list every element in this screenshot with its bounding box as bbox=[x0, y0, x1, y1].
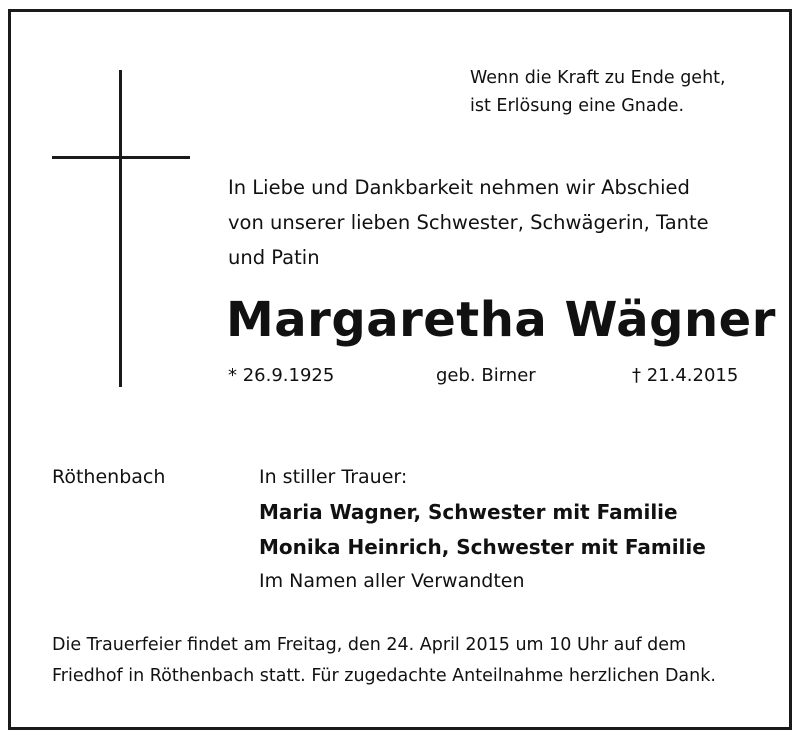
mourner-name: Maria Wagner, Schwester mit Familie bbox=[259, 500, 678, 524]
funeral-line: Friedhof in Röthenbach statt. Für zugedachte Anteilnahme herzlichen Dank. bbox=[52, 666, 716, 686]
intro-line: von unserer lieben Schwester, Schwägerin, Tante bbox=[228, 211, 709, 234]
deceased-name: Margaretha Wägner bbox=[226, 292, 776, 348]
cross-icon-vertical bbox=[119, 70, 122, 387]
funeral-info bbox=[52, 630, 716, 692]
intro-text bbox=[228, 170, 709, 275]
death-date: † 21.4.2015 bbox=[632, 365, 739, 386]
motto-quote bbox=[470, 64, 726, 120]
cross-icon-horizontal bbox=[52, 156, 190, 159]
motto-line: Wenn die Kraft zu Ende geht, bbox=[470, 68, 726, 88]
relatives-note: Im Namen aller Verwandten bbox=[259, 570, 525, 592]
birth-date: * 26.9.1925 bbox=[228, 365, 335, 386]
funeral-line: Die Trauerfeier findet am Freitag, den 24. April 2015 um 10 Uhr auf dem bbox=[52, 635, 687, 655]
motto-line: ist Erlösung eine Gnade. bbox=[470, 96, 685, 116]
intro-line: In Liebe und Dankbarkeit nehmen wir Abschied bbox=[228, 176, 690, 199]
mourning-heading: In stiller Trauer: bbox=[259, 466, 408, 488]
maiden-name: geb. Birner bbox=[436, 365, 536, 386]
intro-line: und Patin bbox=[228, 246, 320, 269]
place-name: Röthenbach bbox=[52, 466, 166, 488]
mourner-name: Monika Heinrich, Schwester mit Familie bbox=[259, 535, 706, 559]
